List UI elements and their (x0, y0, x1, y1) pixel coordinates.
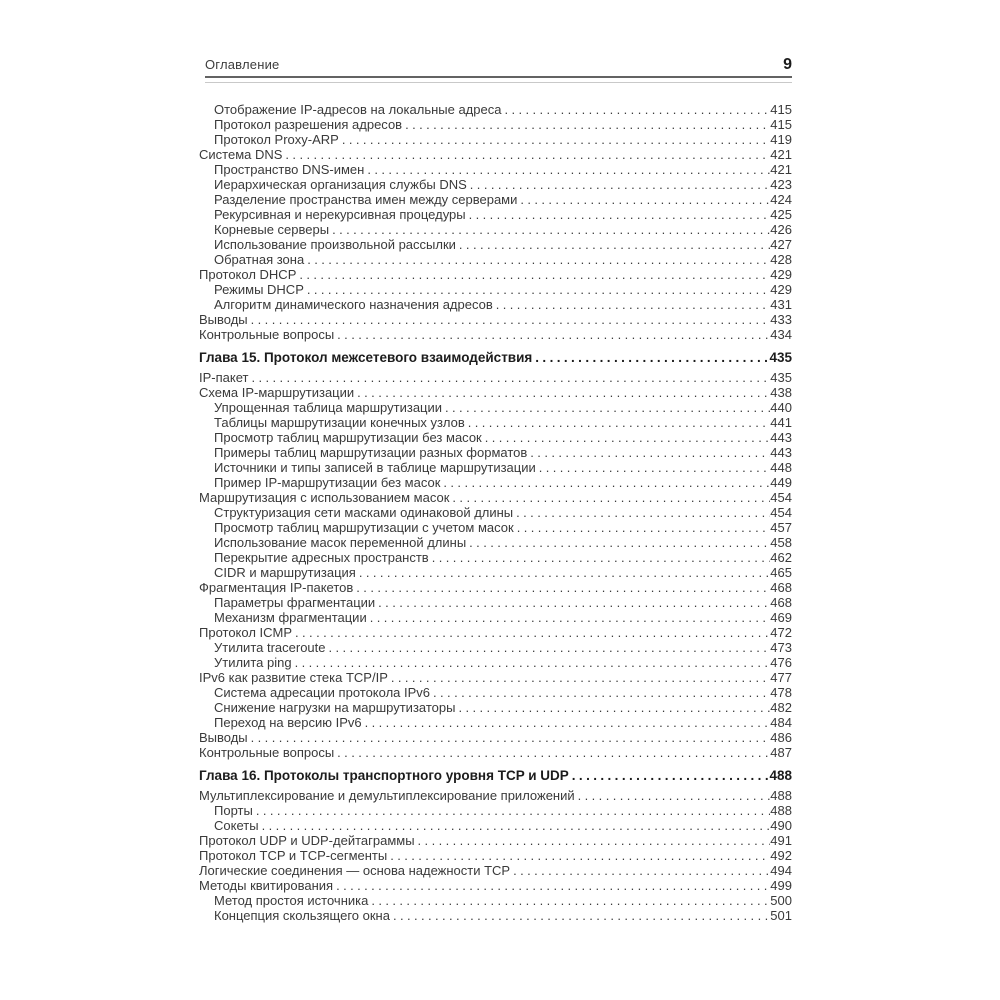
toc-entry-title: Выводы (199, 730, 248, 745)
toc-entry-title: Механизм фрагментации (214, 610, 367, 625)
toc-entry-title: Маршрутизация с использованием масок (199, 490, 450, 505)
dot-leader (465, 415, 770, 430)
toc-entry-title: Глава 15. Протокол межсетевого взаимодействия (199, 350, 533, 365)
toc-chapter-entry (199, 768, 792, 783)
toc-entry-page: 486 (770, 730, 792, 745)
toc-entry-title: Упрощенная таблица маршрутизации (214, 400, 443, 415)
toc-entry-title: IPv6 как развитие стека TCP/IP (199, 670, 388, 685)
toc-entry (199, 132, 792, 147)
dot-leader (334, 745, 770, 760)
dot-leader (292, 625, 770, 640)
toc-entry-title: Логические соединения — основа надежности TCP (199, 863, 511, 878)
dot-leader (367, 610, 770, 625)
toc-entry (199, 595, 792, 610)
toc-entry (199, 237, 792, 252)
toc-entry-title: Метод простоя источника (214, 893, 369, 908)
toc-entry (199, 610, 792, 625)
toc-entry-page: 476 (770, 655, 792, 670)
toc-entry-title: Порты (214, 803, 253, 818)
toc-entry (199, 788, 792, 803)
toc-entry-title: Схема IP-маршрутизации (199, 385, 355, 400)
toc-entry-title: Контрольные вопросы (199, 745, 335, 760)
dot-leader (569, 768, 770, 783)
toc-entry (199, 117, 792, 132)
dot-leader (440, 475, 770, 490)
dot-leader (532, 350, 769, 365)
toc-entry-page: 426 (770, 222, 792, 237)
dot-leader (364, 162, 770, 177)
dot-leader (248, 370, 770, 385)
dot-leader (415, 833, 770, 848)
toc-entry (199, 700, 792, 715)
dot-leader (282, 147, 770, 162)
toc-entry-page: 454 (770, 505, 792, 520)
toc-entry-title: Концепция скользящего окна (214, 908, 390, 923)
toc-entry (199, 460, 792, 475)
toc-entry-page: 449 (770, 475, 792, 490)
toc-entry-page: 469 (770, 610, 792, 625)
running-head-page-number: 9 (783, 56, 792, 73)
toc-entry (199, 102, 792, 117)
dot-leader (388, 670, 770, 685)
toc-entry-page: 484 (770, 715, 792, 730)
toc-entry-page: 491 (770, 833, 792, 848)
toc-entry (199, 878, 792, 893)
toc-entry (199, 848, 792, 863)
toc-entry (199, 490, 792, 505)
toc-entry-title: Рекурсивная и нерекурсивная процедуры (214, 207, 466, 222)
toc-entry-page: 457 (770, 520, 792, 535)
toc-entry (199, 370, 792, 385)
toc-entry-page: 499 (770, 878, 792, 893)
dot-leader (248, 312, 770, 327)
dot-leader (429, 550, 770, 565)
toc-entry-title: Таблицы маршрутизации конечных узлов (214, 415, 465, 430)
toc-entry-page: 431 (770, 297, 792, 312)
toc-entry (199, 730, 792, 745)
dot-leader (501, 102, 770, 117)
toc-entry-title: Просмотр таблиц маршрутизации без масок (214, 430, 482, 445)
toc-entry (199, 670, 792, 685)
dot-leader (354, 385, 770, 400)
toc-entry-title: Корневые серверы (214, 222, 330, 237)
toc-entry (199, 505, 792, 520)
toc-entry-title: Протокол разрешения адресов (214, 117, 403, 132)
dot-leader (333, 878, 770, 893)
toc-entry-page: 477 (770, 670, 792, 685)
toc-entry-page: 487 (770, 745, 792, 760)
toc-entry-page: 494 (770, 863, 792, 878)
toc-entry (199, 267, 792, 282)
toc-entry-page: 501 (770, 908, 792, 923)
dot-leader (304, 252, 770, 267)
dot-leader (353, 580, 770, 595)
toc-entry (199, 580, 792, 595)
dot-leader (456, 237, 770, 252)
toc-entry (199, 312, 792, 327)
toc-entry (199, 625, 792, 640)
toc-entry-title: Выводы (199, 312, 248, 327)
toc-entry (199, 803, 792, 818)
toc-entry-title: Обратная зона (214, 252, 305, 267)
dot-leader (296, 267, 770, 282)
toc-entry (199, 640, 792, 655)
toc-entry-page: 427 (770, 237, 792, 252)
toc-entry-page: 415 (770, 102, 792, 117)
dot-leader (329, 222, 770, 237)
toc-entry-title: Использование масок переменной длины (214, 535, 467, 550)
toc-entry-title: Система адресации протокола IPv6 (214, 685, 431, 700)
toc-entry-page: 419 (770, 132, 792, 147)
toc-entry (199, 385, 792, 400)
toc-entry-page: 423 (770, 177, 792, 192)
toc-entry-page: 441 (770, 415, 792, 430)
toc-entry (199, 908, 792, 923)
toc-entry-title: Отображение IP-адресов на локальные адреса (214, 102, 502, 117)
toc-entry-title: Перекрытие адресных пространств (214, 550, 429, 565)
toc-entry (199, 400, 792, 415)
table-of-contents (199, 102, 792, 923)
toc-entry-page: 492 (770, 848, 792, 863)
dot-leader (449, 490, 770, 505)
toc-entry-title: Разделение пространства имен между серверами (214, 192, 518, 207)
toc-entry-page: 425 (770, 207, 792, 222)
dot-leader (442, 400, 770, 415)
toc-entry (199, 745, 792, 760)
dot-leader (527, 445, 770, 460)
toc-entry (199, 863, 792, 878)
toc-entry (199, 818, 792, 833)
toc-entry-page: 454 (770, 490, 792, 505)
toc-entry-page: 468 (770, 595, 792, 610)
toc-entry-page: 424 (770, 192, 792, 207)
toc-entry-page: 478 (770, 685, 792, 700)
toc-entry-page: 421 (770, 162, 792, 177)
toc-entry (199, 207, 792, 222)
dot-leader (510, 863, 770, 878)
toc-entry-title: Источники и типы записей в таблице маршрутизации (214, 460, 536, 475)
toc-entry-page: 462 (770, 550, 792, 565)
toc-entry-title: Система DNS (199, 147, 283, 162)
dot-leader (575, 788, 770, 803)
toc-entry-page: 472 (770, 625, 792, 640)
toc-entry-page: 415 (770, 117, 792, 132)
toc-entry (199, 550, 792, 565)
toc-entry-title: Алгоритм динамического назначения адресов (214, 297, 493, 312)
dot-leader (375, 595, 770, 610)
toc-entry (199, 893, 792, 908)
toc-entry-page: 458 (770, 535, 792, 550)
dot-leader (362, 715, 770, 730)
toc-entry-page: 429 (770, 282, 792, 297)
dot-leader (387, 848, 770, 863)
toc-entry-page: 435 (769, 350, 792, 365)
dot-leader (253, 803, 770, 818)
toc-entry-page: 443 (770, 445, 792, 460)
toc-entry (199, 445, 792, 460)
toc-entry (199, 430, 792, 445)
dot-leader (339, 132, 770, 147)
dot-leader (304, 282, 770, 297)
toc-entry-title: Глава 16. Протоколы транспортного уровня TCP и UDP (199, 768, 569, 783)
toc-entry-title: Иерархическая организация службы DNS (214, 177, 467, 192)
toc-entry (199, 715, 792, 730)
dot-leader (466, 535, 770, 550)
toc-entry-page: 438 (770, 385, 792, 400)
toc-entry-title: Пространство DNS-имен (214, 162, 365, 177)
toc-entry-page: 488 (769, 768, 792, 783)
dot-leader (493, 297, 770, 312)
toc-entry (199, 535, 792, 550)
running-head-title: Оглавление (205, 57, 280, 72)
toc-entry (199, 415, 792, 430)
toc-entry (199, 327, 792, 342)
dot-leader (536, 460, 770, 475)
toc-entry-page: 434 (770, 327, 792, 342)
toc-entry-page: 433 (770, 312, 792, 327)
toc-entry-title: Контрольные вопросы (199, 327, 335, 342)
toc-entry-page: 490 (770, 818, 792, 833)
toc-entry-page: 468 (770, 580, 792, 595)
dot-leader (466, 207, 770, 222)
toc-entry (199, 475, 792, 490)
toc-entry (199, 282, 792, 297)
dot-leader (514, 520, 770, 535)
toc-entry-page: 428 (770, 252, 792, 267)
toc-entry-title: Пример IP-маршрутизации без масок (214, 475, 441, 490)
dot-leader (390, 908, 770, 923)
toc-entry (199, 565, 792, 580)
toc-entry-title: Протокол Proxy-ARP (214, 132, 339, 147)
toc-entry-title: Структуризация сети масками одинаковой длины (214, 505, 514, 520)
toc-entry (199, 520, 792, 535)
toc-chapter-entry (199, 350, 792, 365)
toc-entry-page: 488 (770, 788, 792, 803)
toc-entry-title: Протокол UDP и UDP-дейтаграммы (199, 833, 415, 848)
running-head (205, 57, 792, 83)
toc-entry-title: Примеры таблиц маршрутизации разных форматов (214, 445, 528, 460)
toc-entry (199, 177, 792, 192)
toc-entry-page: 482 (770, 700, 792, 715)
toc-entry-title: Фрагментация IP-пакетов (199, 580, 354, 595)
toc-entry-page: 465 (770, 565, 792, 580)
toc-entry-page: 440 (770, 400, 792, 415)
toc-entry-title: Режимы DHCP (214, 282, 304, 297)
toc-entry (199, 192, 792, 207)
toc-entry-title: Методы квитирования (199, 878, 334, 893)
dot-leader (248, 730, 770, 745)
dot-leader (513, 505, 770, 520)
toc-entry-title: Переход на версию IPv6 (214, 715, 362, 730)
toc-entry-title: Просмотр таблиц маршрутизации с учетом масок (214, 520, 514, 535)
dot-leader (334, 327, 770, 342)
toc-entry-title: Параметры фрагментации (214, 595, 376, 610)
toc-entry-title: Протокол DHCP (199, 267, 297, 282)
dot-leader (517, 192, 770, 207)
toc-entry (199, 685, 792, 700)
header-rule (205, 76, 792, 83)
toc-entry (199, 252, 792, 267)
dot-leader (326, 640, 770, 655)
toc-entry (199, 162, 792, 177)
toc-entry-title: Протокол TCP и TCP-сегменты (199, 848, 388, 863)
toc-entry (199, 833, 792, 848)
toc-entry-page: 448 (770, 460, 792, 475)
dot-leader (482, 430, 770, 445)
toc-entry (199, 222, 792, 237)
toc-entry-title: Утилита ping (214, 655, 292, 670)
toc-entry-title: Сокеты (214, 818, 259, 833)
dot-leader (259, 818, 770, 833)
toc-entry (199, 655, 792, 670)
toc-entry-title: Утилита traceroute (214, 640, 326, 655)
dot-leader (292, 655, 770, 670)
toc-entry-page: 500 (770, 893, 792, 908)
toc-entry-page: 488 (770, 803, 792, 818)
toc-entry (199, 147, 792, 162)
toc-entry-page: 473 (770, 640, 792, 655)
dot-leader (455, 700, 770, 715)
dot-leader (356, 565, 770, 580)
dot-leader (467, 177, 770, 192)
toc-entry-page: 421 (770, 147, 792, 162)
toc-entry-title: Протокол ICMP (199, 625, 293, 640)
toc-entry-page: 443 (770, 430, 792, 445)
toc-entry-page: 429 (770, 267, 792, 282)
toc-entry-title: Снижение нагрузки на маршрутизаторы (214, 700, 456, 715)
dot-leader (368, 893, 770, 908)
toc-entry (199, 297, 792, 312)
dot-leader (430, 685, 770, 700)
dot-leader (402, 117, 770, 132)
toc-entry-title: Мультиплексирование и демультиплексирование приложений (199, 788, 575, 803)
toc-entry-title: IP-пакет (199, 370, 249, 385)
toc-entry-page: 435 (770, 370, 792, 385)
toc-entry-title: CIDR и маршрутизация (214, 565, 356, 580)
toc-entry-title: Использование произвольной рассылки (214, 237, 456, 252)
